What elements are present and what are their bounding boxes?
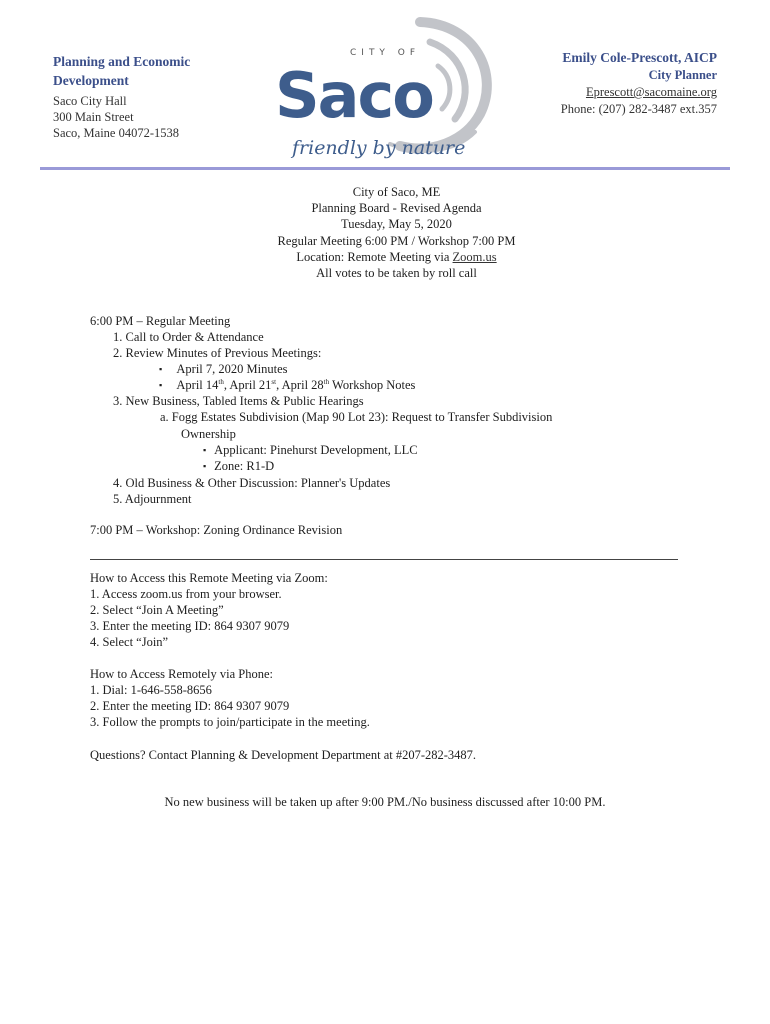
sub-item-text-d: Workshop Notes [329,378,416,392]
bullet-icon: ▪ [159,364,163,374]
agenda-date: Tuesday, May 5, 2020 [341,217,452,232]
bullet-icon: ▪ [203,445,207,455]
phone-step-2: 2. Enter the meeting ID: 864 9307 9079 [90,699,290,713]
agenda-item-2: 2. Review Minutes of Previous Meetings: [113,346,322,360]
zoom-step-1: 1. Access zoom.us from your browser. [90,587,282,601]
agenda-item-1: 1. Call to Order & Attendance [113,330,264,344]
agenda-item-3: 3. New Business, Tabled Items & Public Hearings [113,394,364,408]
agenda-item-2-sub-1 [159,361,287,377]
bullet-icon: ▪ [203,461,207,471]
address-line-1: Saco City Hall [53,94,127,108]
zoom-step-4: 4. Select “Join” [90,635,169,649]
agenda-item-5: 5. Adjournment [113,492,192,506]
agenda-item-3a: a. Fogg Estates Subdivision (Map 90 Lot 23): Request to Transfer Subdivision [160,410,553,424]
ordinal-suffix: st [271,378,277,386]
contact-email-link[interactable]: Eprescott@sacomaine.org [585,85,717,99]
agenda-item-4: 4. Old Business & Other Discussion: Planner's Updates [113,476,391,490]
agenda-item-3a-sub-2 [203,458,274,474]
section-divider [90,559,678,560]
sub-item-text-a: April 14 [176,378,219,392]
department-name [53,52,190,90]
zoom-step-2: 2. Select “Join A Meeting” [90,603,224,617]
zoom-step-3: 3. Enter the meeting ID: 864 9307 9079 [90,619,290,633]
regular-meeting-heading: 6:00 PM – Regular Meeting [90,314,231,328]
agenda-city: City of Saco, ME [352,185,441,199]
agenda-title: Planning Board - Revised Agenda [311,201,482,216]
zoom-link[interactable]: Zoom.us [452,249,497,264]
logo-city-of: CITY OF [350,48,421,58]
phone-access-heading: How to Access Remotely via Phone: [90,667,273,681]
agenda-header [0,184,770,281]
sub-item-text: April 7, 2020 Minutes [176,362,288,376]
address-line-3: Saco, Maine 04072-1538 [53,126,180,140]
sub-item-text: Applicant: Pinehurst Development, LLC [214,443,418,457]
bullet-icon: ▪ [159,380,163,390]
ordinal-suffix: th [323,378,330,386]
address-block [53,93,179,141]
address-line-2: 300 Main Street [53,110,134,124]
agenda-votes-note: All votes to be taken by roll call [316,266,477,281]
agenda-item-2-sub-2 [159,377,415,393]
logo-tagline: friendly by nature [292,137,466,159]
sub-item-text-c: , April 28 [276,378,324,392]
phone-step-3: 3. Follow the prompts to join/participate in the meeting. [90,715,370,729]
contact-name: Emily Cole-Prescott, AICP [562,50,717,65]
agenda-item-3a-continued: Ownership [181,427,236,441]
department-line-2: Development [53,73,129,88]
agenda-location [0,249,770,265]
saco-logo [270,14,500,164]
questions-contact: Questions? Contact Planning & Development Department at #207-282-3487. [90,748,477,762]
contact-phone: Phone: (207) 282-3487 ext.357 [560,102,717,116]
department-line-1: Planning and Economic [53,54,191,69]
contact-title: City Planner [648,68,717,82]
contact-block [561,49,717,118]
business-cutoff-note: No new business will be taken up after 9:00 PM./No business discussed after 10:00 PM. [164,795,606,809]
ordinal-suffix: th [218,378,224,386]
phone-step-1: 1. Dial: 1-646-558-8656 [90,683,212,697]
location-prefix: Location: Remote Meeting via [296,249,453,264]
sub-item-text-b: , April 21 [223,378,272,392]
sub-item-text: Zone: R1-D [214,459,275,473]
zoom-access-heading: How to Access this Remote Meeting via Zoom: [90,571,328,585]
agenda-item-3a-sub-1 [203,442,418,458]
workshop-heading: 7:00 PM – Workshop: Zoning Ordinance Revision [90,523,343,537]
saco-logo-graphic [270,14,500,164]
logo-saco-wordmark: Saco [275,59,433,132]
header-divider [40,167,730,170]
agenda-times: Regular Meeting 6:00 PM / Workshop 7:00 PM [277,233,516,248]
